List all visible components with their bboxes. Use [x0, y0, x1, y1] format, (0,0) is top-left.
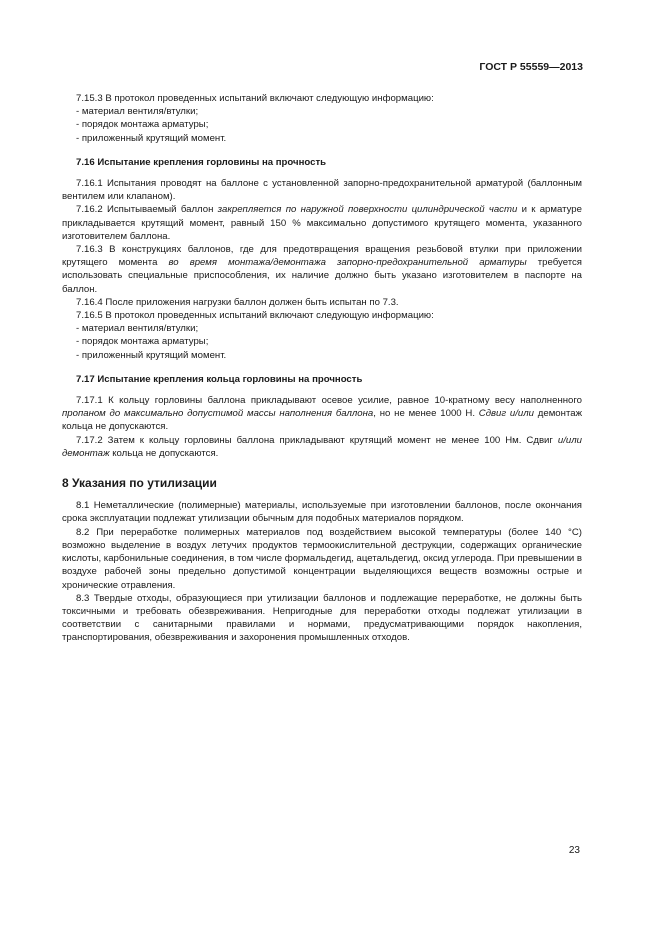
- paragraph-8-3: 8.3 Твердые отходы, образующиеся при утилизации баллонов и подлежащие переработке, не должны быть токсичными и требовать обезвреживания. Непригодные для переработки отходы подлежат утилизации в соответствии с санитарными правилами и нормами, предусматривающими порядок накопления, транспортирования, обезвреживания и захоронения промышленных отходов.: [62, 592, 582, 644]
- list-item: - приложенный крутящий момент.: [76, 349, 227, 361]
- info-list-1: [62, 105, 582, 145]
- page-number: 23: [568, 845, 580, 856]
- heading-7-16: 7.16 Испытание крепления горловины на прочность: [76, 156, 327, 168]
- paragraph-7-17-2: 7.17.2 Затем к кольцу горловины баллона прикладывают крутящий момент не менее 100 Нм. Сдвиг и/или демонтаж кольца не допускаются.: [62, 434, 582, 459]
- list-item: - порядок монтажа арматуры;: [76, 336, 209, 348]
- paragraph-7-16-2: 7.16.2 Испытываемый баллон закрепляется по наружной поверхности цилиндрической части и к арматуре прикладывается крутящий момент, равный 150 % максимально допустимого крутящего момента, указанного изготовителем баллона.: [62, 204, 582, 242]
- heading-7-17: 7.17 Испытание крепления кольца горловины на прочность: [76, 373, 363, 385]
- paragraph-7-16-5: 7.16.5 В протокол проведенных испытаний включают следующую информацию:: [76, 310, 434, 322]
- page-body: [62, 92, 582, 645]
- paragraph-7-17-1: 7.17.1 К кольцу горловины баллона прикладывают осевое усилие, равное 10-кратному весу наполненного пропаном до максимально допустимой массы наполнения баллона, но не менее 1000 Н. Сдвиг и/или демонтаж кольца не допускаются.: [62, 395, 582, 433]
- list-item: - материал вентиля/втулки;: [76, 323, 199, 335]
- paragraph-8-1: 8.1 Неметаллические (полимерные) материалы, используемые при изготовлении баллонов, после окончания срока эксплуатации подлежат утилизации обычным для подобных материалов порядком.: [62, 500, 582, 525]
- list-item: - материал вентиля/втулки;: [76, 106, 199, 118]
- info-list-2: [62, 322, 582, 362]
- paragraph-8-2: 8.2 При переработке полимерных материалов под воздействием высокой температуры (более 140 °C) возможно выделение в воздух летучих продуктов термоокислительной деструкции, содержащих органические кислоты, карбонильные соединения, в том числе формальдегид, ацетальдегид, оксид углерода. При превышении в воздухе рабочей зоны предельно допустимой концентрации выделяющихся веществ возможны острые и хронические отравления.: [62, 526, 582, 591]
- paragraph-7-16-4: 7.16.4 После приложения нагрузки баллон должен быть испытан по 7.3.: [76, 296, 399, 308]
- document-code: ГОСТ Р 55559—2013: [479, 61, 583, 73]
- paragraph-7-15-3: 7.15.3 В протокол проведенных испытаний включают следующую информацию:: [76, 93, 434, 104]
- list-item: - порядок монтажа арматуры;: [76, 119, 209, 131]
- paragraph-7-16-1: 7.16.1 Испытания проводят на баллоне с установленной запорно-предохранительной арматурой (баллонным вентилем или клапаном).: [62, 178, 582, 203]
- list-item: - приложенный крутящий момент.: [76, 132, 227, 144]
- paragraph-7-16-3: 7.16.3 В конструкциях баллонов, где для предотвращения вращения резьбовой втулки при приложении крутящего момента во время монтажа/демонтажа запорно-предохранительной арматуры требуется использовать специальные приспособления, их наличие должно быть указано изготовителем в паспорте на баллон.: [62, 244, 582, 295]
- section-8-heading: 8 Указания по утилизации: [62, 476, 217, 491]
